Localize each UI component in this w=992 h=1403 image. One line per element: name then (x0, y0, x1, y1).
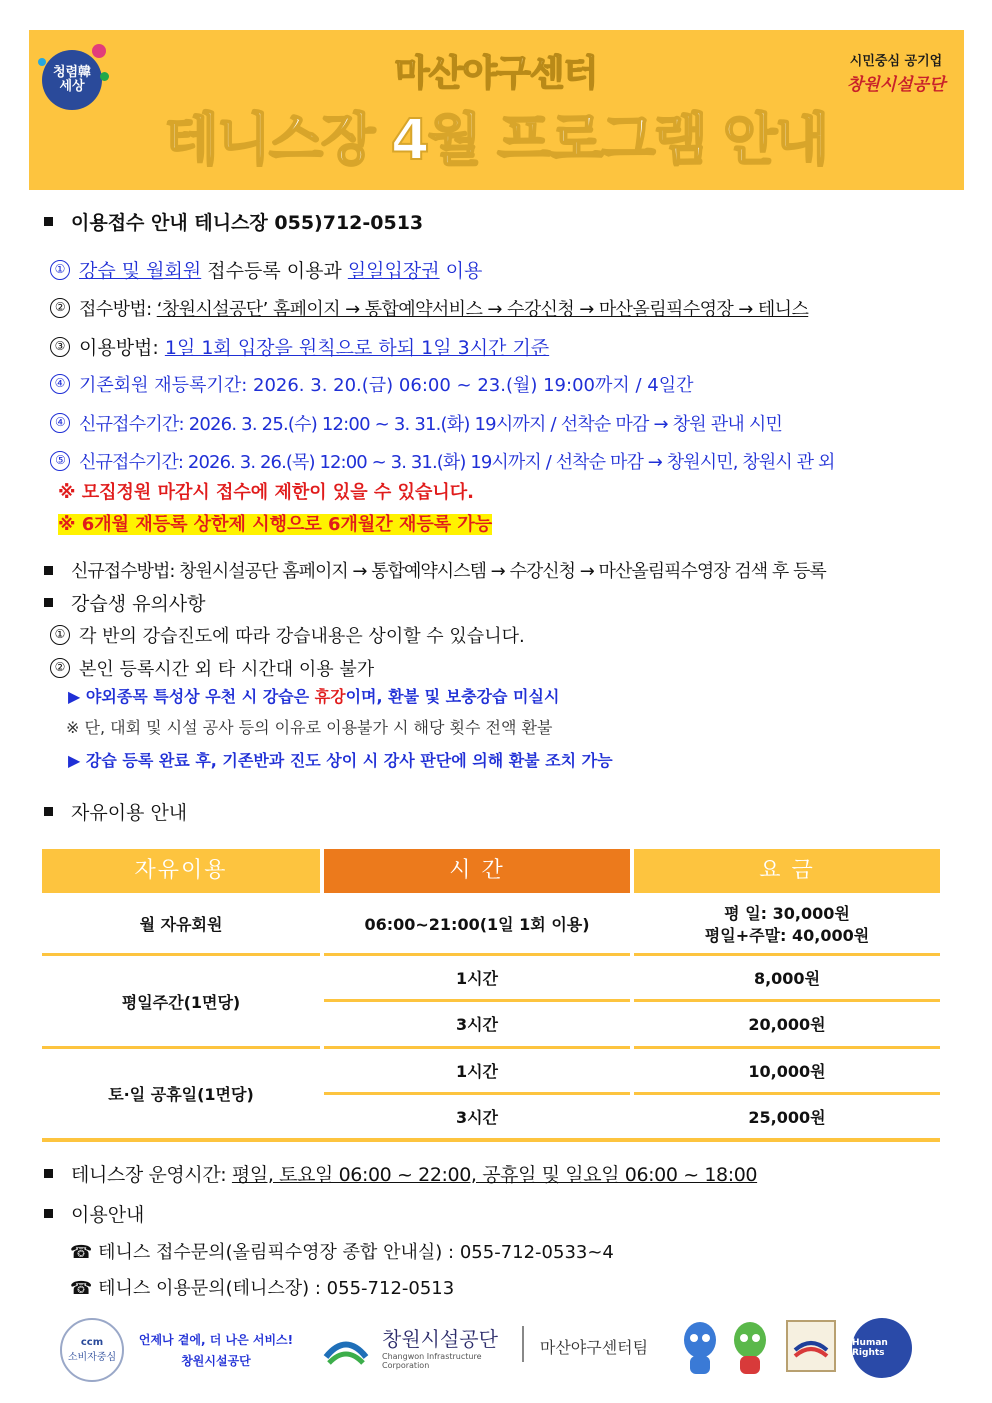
square-bullet-icon (44, 807, 53, 816)
service-slogan: 언제나 곁에, 더 나은 서비스! 창원시설공단 (138, 1333, 294, 1368)
table-bottom-border (42, 1138, 940, 1142)
table-header-usage: 자유이용 (42, 849, 320, 893)
table-cell-weekend-name: 토·일 공휴일(1면당) (108, 1084, 254, 1104)
table-cell-weekday-time-2: 3시간 (455, 1014, 499, 1034)
contact-heading: 이용안내 (44, 1200, 144, 1227)
reception-item-4: ④ 기존회원 재등록기간: 2026. 3. 20.(금) 06:00 ~ 23.(월) 19:00까지 / 4일간 (50, 371, 694, 397)
contact-line-1: ☎ 테니스 접수문의(올림픽수영장 종합 안내실) : 055-712-0533~4 (70, 1242, 614, 1263)
reception-heading: 이용접수 안내 테니스장 055)712-0513 (44, 208, 423, 235)
corporation-name: 창원시설공단 Changwon Infrastructure Corporation (382, 1326, 498, 1370)
brand-logo: 창원시설공단 (846, 75, 946, 95)
square-bullet-icon (44, 566, 53, 575)
ccm-logo: ccm 소비자중심 (60, 1318, 124, 1382)
table-cell-monthly-time: 06:00~21:00(1일 1회 이용) (364, 914, 590, 934)
notice-item-2: ② 본인 등록시간 외 타 시간대 이용 불가 (50, 655, 374, 681)
table-cell-weekday-fee-2: 20,000원 (748, 1014, 826, 1034)
operating-hours: 테니스장 운영시간: 평일, 토요일 06:00 ~ 22:00, 공휴일 및 일요일 06:00 ~ 18:00 (44, 1160, 757, 1187)
table-cell-weekday-time-1: 1시간 (455, 968, 499, 988)
mascot-blue-icon (678, 1318, 722, 1378)
corporation-emblem-icon (316, 1322, 376, 1376)
notice-heading: 강습생 유의사항 (44, 589, 206, 616)
notice-sub-3: ▶ 강습 등록 완료 후, 기존반과 진도 상이 시 강사 판단에 의해 환불 조치 가능 (68, 751, 613, 770)
table-cell-monthly-name: 월 자유회원 (139, 914, 223, 934)
brand-tagline: 시민중심 공기업 (849, 54, 943, 69)
contact-line-2: ☎ 테니스 이용문의(테니스장) : 055-712-0513 (70, 1278, 455, 1299)
notice-item-1: ① 각 반의 강습진도에 따라 강습내용은 상이할 수 있습니다. (50, 622, 525, 648)
reception-item-5: ④ 신규접수기간: 2026. 3. 25.(수) 12:00 ~ 3. 31.(화) 19시까지 / 선착순 마감 → 창원 관내 시민 (50, 410, 782, 436)
signup-heading: 신규접수방법: 창원시설공단 홈페이지 → 통합예약시스템 → 수강신청 → 마산올림픽수영장 검색 후 등록 (44, 557, 826, 583)
notice-sub-2: ※ 단, 대회 및 시설 공사 등의 이유로 이용불가 시 해당 횟수 전액 환불 (66, 718, 553, 737)
square-bullet-icon (44, 1169, 53, 1178)
reception-item-3: ③ 이용방법: 1일 1회 입장을 원칙으로 하되 1일 3시간 기준 (50, 333, 549, 360)
banner-subtitle: 마산야구센터 (394, 53, 598, 94)
certificate-badge-icon (786, 1320, 836, 1372)
notice-sub-1: ▶ 야외종목 특성상 우천 시 강습은 휴강이며, 환불 및 보충강습 미실시 (68, 687, 560, 706)
reception-item-2: ② 접수방법: ‘창원시설공단’ 홈페이지 → 통합예약서비스 → 수강신청 → 마산올림픽수영장 → 테니스 (50, 295, 808, 321)
reception-item-6: ⑤ 신규접수기간: 2026. 3. 26.(목) 12:00 ~ 3. 31.(화) 19시까지 / 선착순 마감 → 창원시민, 창원시 관 외 (50, 448, 834, 474)
table-cell-weekend-time-2: 3시간 (455, 1107, 499, 1127)
table-cell-monthly-fee: 평 일: 30,000원 평일+주말: 40,000원 (704, 904, 870, 945)
table-cell-weekend-time-1: 1시간 (455, 1061, 499, 1081)
table-cell-weekday-fee-1: 8,000원 (753, 968, 821, 988)
table-header-time: 시 간 (324, 849, 630, 893)
table-cell-weekend-fee-1: 10,000원 (748, 1061, 826, 1081)
footer-divider (522, 1326, 524, 1362)
free-heading: 자유이용 안내 (44, 798, 187, 825)
table-header-fee: 요 금 (634, 849, 940, 893)
page-title: 테니스장 4월 프로그램 안내 (164, 108, 828, 173)
reception-note-2: ※ 6개월 재등록 상한제 시행으로 6개월간 재등록 가능 (58, 514, 493, 535)
table-cell-weekday-name: 평일주간(1면당) (121, 992, 241, 1012)
reception-item-1: ① 강습 및 월회원 접수등록 이용과 일일입장권 이용 (50, 256, 482, 283)
table-cell-weekend-fee-2: 25,000원 (748, 1107, 826, 1127)
square-bullet-icon (44, 598, 53, 607)
reception-note-1: ※ 모집정원 마감시 접수에 제한이 있을 수 있습니다. (58, 482, 474, 503)
human-rights-logo: Human Rights (852, 1318, 912, 1378)
integrity-logo: 청렴韓세상 (42, 50, 102, 110)
square-bullet-icon (44, 1209, 53, 1218)
square-bullet-icon (44, 217, 53, 226)
mascot-green-icon (728, 1318, 772, 1378)
team-name: 마산야구센터팀 (539, 1337, 649, 1357)
